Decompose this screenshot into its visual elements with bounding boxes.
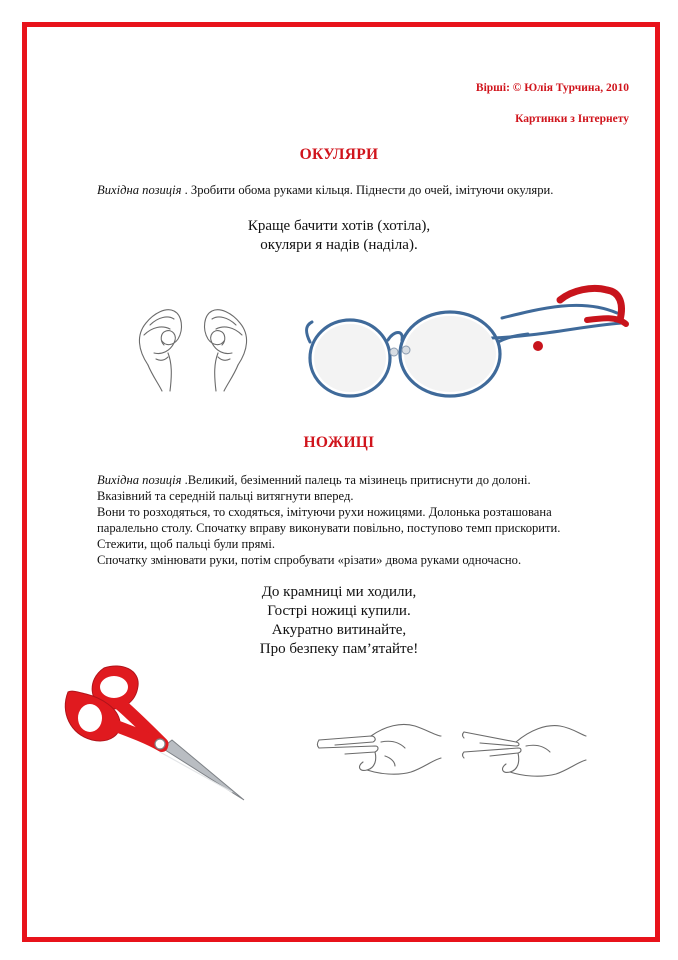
- glasses-poem: [0, 217, 678, 255]
- glasses-illustration: [302, 278, 632, 408]
- pictures-credit: Картинки з Інтернету: [515, 113, 629, 125]
- instruction-line: Вказівний та середній пальці витягнути вперед.: [97, 489, 354, 503]
- ring-hands-illustration: [128, 295, 258, 395]
- instruction-line: Спочатку змінювати руки, потім спробувати «різати» двома руками одночасно.: [97, 553, 522, 567]
- poem-line: окуляри я надів (наділа).: [260, 237, 418, 253]
- instruction-line: Вони то розходяться, то сходяться, імітуючи рухи ножицями. Долонька розташована: [97, 505, 552, 519]
- scissors-illustration: [62, 660, 252, 805]
- start-position-text: . Зробити обома руками кільця. Піднести до очей, імітуючи окуляри.: [181, 183, 554, 197]
- scissors-hand-left: [315, 712, 443, 782]
- instruction-line: Стежити, щоб пальці були прямі.: [97, 537, 276, 551]
- poem-line: Акуратно витинайте,: [271, 622, 407, 638]
- start-position-label: Вихідна позиція: [97, 183, 182, 197]
- scissors-hand-right: [460, 712, 588, 782]
- glasses-instruction: [97, 182, 637, 198]
- poem-line: До крамниці ми ходили,: [261, 584, 417, 600]
- poem-line: Краще бачити хотів (хотіла),: [247, 218, 431, 234]
- glasses-title: ОКУЛЯРИ: [299, 146, 379, 163]
- scissors-poem: [0, 583, 678, 659]
- poem-line: Гострі ножиці купили.: [267, 603, 411, 619]
- scissors-title: НОЖИЦІ: [303, 434, 375, 451]
- author-credit: Вірші: © Юлія Турчина, 2010: [475, 82, 629, 94]
- poem-line: Про безпеку пам’ятайте!: [259, 641, 419, 657]
- start-position-label: Вихідна позиція: [97, 473, 182, 487]
- instruction-line: [97, 472, 637, 488]
- instruction-line: паралельно столу. Спочатку вправу виконувати повільно, поступово темп прискорити.: [97, 521, 561, 535]
- start-position-text: .Великий, безіменний палець та мізинець притиснути до долоні.: [181, 473, 531, 487]
- scissors-instruction: [97, 472, 637, 568]
